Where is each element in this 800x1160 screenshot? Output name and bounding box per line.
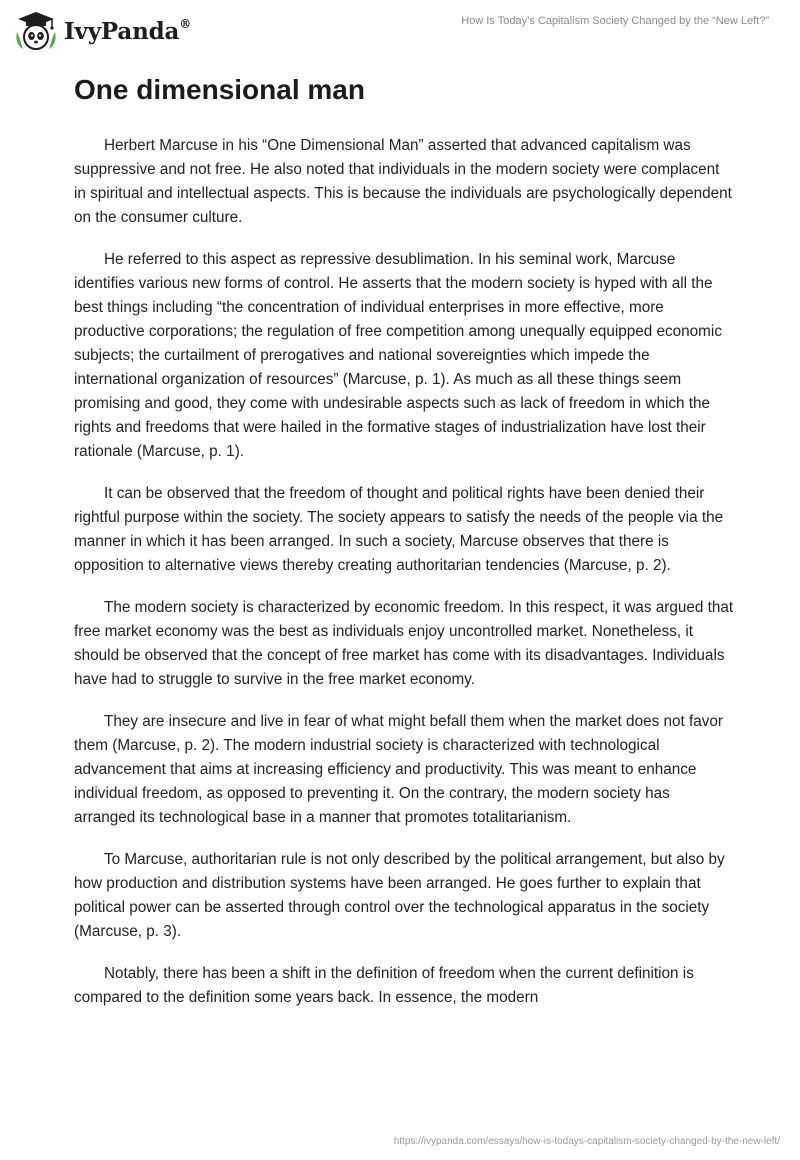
document-title: How Is Today’s Capitalism Society Changed by the “New Left?”	[461, 15, 769, 27]
page-header	[0, 0, 800, 60]
article-body	[74, 134, 734, 1028]
paragraph: Notably, there has been a shift in the definition of freedom when the current definition is compared to the definition some years back. In essence, the modern	[74, 965, 694, 1006]
paragraph: He referred to this aspect as repressive desublimation. In his seminal work, Marcuse identifies various new forms of control. He asserts that the modern society is hyped with all the best things including “the concentration of individual enterprises in more effective, more productive corporations; the regulation of free competition among unequally equipped economic subjects; the curtailment of prerogatives and national sovereignties which impede the international organization of resources” (Marcuse, p. 1). As much as all these things seem promising and good, they come with undesirable aspects such as lack of freedom in which the rights and freedoms that were hailed in the formative stages of industrialization have lost their rationale (Marcuse, p. 1).	[74, 251, 722, 460]
panda-graduate-icon	[14, 10, 58, 52]
brand-name: IvyPanda®	[64, 16, 191, 45]
paragraph: They are insecure and live in fear of what might befall them when the market does not favor them (Marcuse, p. 2). The modern industrial society is characterized with technological advancement that aims at increasing efficiency and productivity. This was meant to enhance individual freedom, as opposed to preventing it. On the contrary, the modern society has arranged its technological base in a manner that promotes totalitarianism.	[74, 713, 724, 826]
paragraph: To Marcuse, authoritarian rule is not only described by the political arrangement, but also by how production and distribution systems have been arranged. He goes further to explain that political power can be asserted through control over the technological apparatus in the society (Marcuse, p. 3).	[74, 851, 725, 940]
paragraph: It can be observed that the freedom of thought and political rights have been denied their rightful purpose within the society. The society appears to satisfy the needs of the people via the manner in which it has been arranged. In such a society, Marcuse observes that there is opposition to alternative views thereby creating authoritarian tendencies (Marcuse, p. 2).	[74, 485, 724, 574]
source-url[interactable]: https://ivypanda.com/essays/how-is-todays-capitalism-society-changed-by-the-new-left/	[393, 1136, 780, 1147]
paragraph: Herbert Marcuse in his “One Dimensional Man” asserted that advanced capitalism was suppressive and not free. He also noted that individuals in the modern society were complacent in spiritual and intellectual aspects. This is because the individuals are psychologically dependent on the consumer culture.	[74, 137, 732, 226]
ivypanda-logo[interactable]	[14, 10, 191, 52]
paragraph: The modern society is characterized by economic freedom. In this respect, it was argued that free market economy was the best as individuals enjoy uncontrolled market. Nonetheless, it should be observed that the concept of free market has come with its disadvantages. Individuals have had to struggle to survive in the free market economy.	[74, 599, 734, 688]
section-heading: One dimensional man	[74, 74, 365, 105]
